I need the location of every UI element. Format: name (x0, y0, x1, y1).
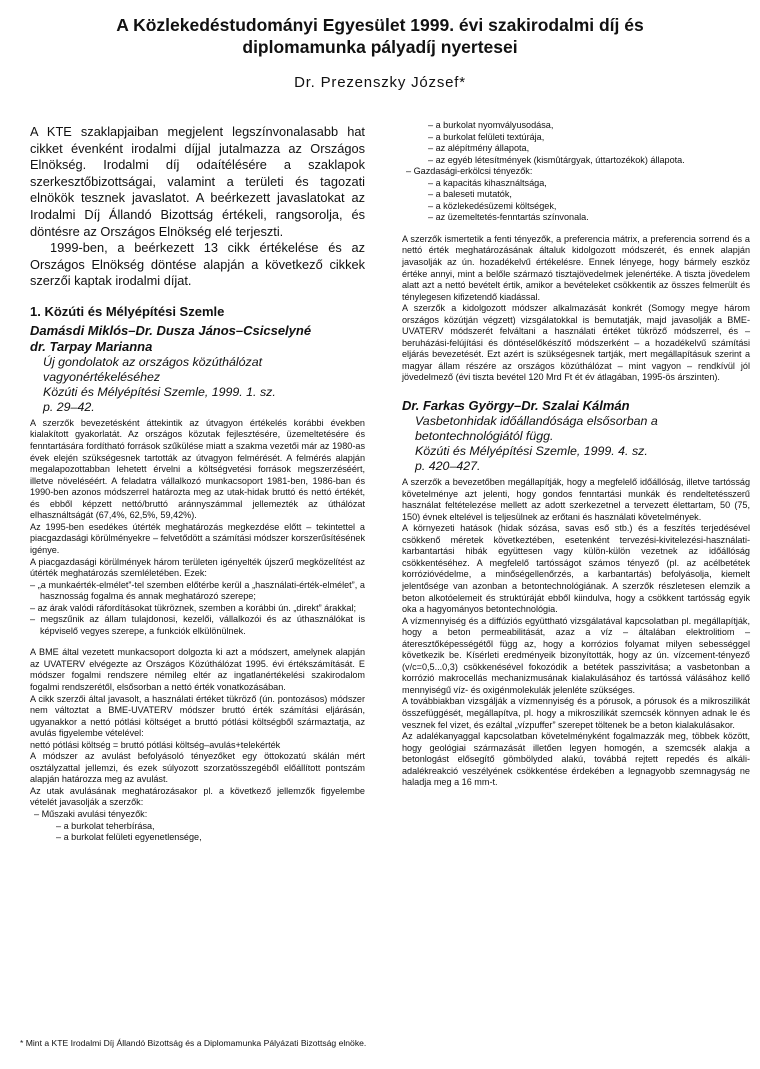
footnote: * Mint a KTE Irodalmi Díj Állandó Bizottság és a Diplomamunka Pályázati Bizottság elnöke. (20, 1038, 367, 1048)
list-item: – a közlekedésüzemi költségek, (428, 200, 557, 211)
body-paragraph: A piacgazdasági körülmények három területen igényelték újszerű megközelítést az útérték meghatározás szemléletében. Ezek: (30, 556, 365, 579)
body-paragraph: A módszer az avulást befolyásoló tényezőket egy öttokozatú skálán mért osztályzattal jellemzi, és ezek súlyozott szorzatösszegéből előállított pontszám alapján határozza meg az avulást. (30, 751, 365, 785)
body-paragraph: A cikk szerzői által javasolt, a használati értéket tükröző (ún. pontozásos) módszer nem változtat a BME-UVATERV módszer bruttó érték számítási eljárásán, ugyanakkor a nettó pótlási költséget a bruttó pótlási költségből származtatja, az avulás figyelembe vételével: (30, 693, 365, 739)
page-title (30, 14, 730, 58)
body-paragraph: A BME által vezetett munkacsoport dolgozta ki azt a módszert, amelynek alapján az UVATERV elvégezte az Országos Közúthálózat 1995. évi értékszámítását. E módszer fogalmi rendszere némileg eltér az ingatlanértékelési szakirodalom fogalmi rendszerétől, elsősorban a nettó érték vonatkozásában. (30, 647, 365, 692)
ref1-title-line-2: vagyonértékeléséhez (43, 369, 161, 384)
body-paragraph: A szerzők a bevezetőben megállapítják, hogy a megfelelő időállóság, illetve tartósság követelménye azt jelenti, hogy gondos fenntartási munkák és rendeltetésszerű használat feltételezése mellett az adott szerkezetnel a tervezett élettartam, 50 (75, 150) évnek eltelével is teljesülnek az erőtani és használati követelmények. (402, 477, 750, 522)
intro-paragraph-2: 1999-ben, a beérkezett 13 cikk értékelése és az Országos Elnökség döntése alapján a következő cikkek szerzői kaptak irodalmi díjat. (30, 240, 365, 289)
body-paragraph: Az adalékanyaggal kapcsolatban követelményként fogalmazzák meg, többek között, hogy geológiai származását illetően legyen homogén, a szemcsék alakja a betonlogást elősegítő gömbölyded alakú, továbbá rejtett repedés és alkáli-adalékreakció veszélyének csökkentése érdekében a legnagyobb szemnagyság ne haladja meg a 16 mm-t. (402, 731, 750, 788)
ref2-title-line-1: Vasbetonhidak időállandósága elsősorban a (415, 414, 658, 429)
ref1-title-line-1: Új gondolatok az országos közúthálózat (43, 354, 263, 369)
list-item: – az üzemeltetés-fenntartás színvonala. (428, 212, 589, 223)
reference-2 (402, 398, 750, 474)
title-line-2: diplomamunka pályadíj nyertesei (242, 37, 518, 57)
body-paragraph: A szerzők a kidolgozott módszer alkalmazását konkrét (Somogy megye három országos közútján végzett) vizsgálatokkal is bemutatják, majd javasolják a BME-UVATERV módszerét felváltani a használati értéket tükröző módszerrel, és – beruházási-felújítási és döntéselőkészítő módszerként – a hozadékelvű számítási eljárás bevezetését. Ezt azért is szükségesnek tartják, mert megállapításuk szerint a magyar állam részére az országos közúthálózat – mint vagyon – rendkívül jól jövedelmező (évi tiszta bevétel 120 Mrd Ft ét év átlagában, 1995-ös árszinten). (402, 303, 750, 383)
body-paragraph: A szerzők ismertetik a fenti tényezők, a preferencia mátrix, a preferencia sorrend és a nettó érték meghatározásának általuk kidolgozott módszerét, és ennek alapján javasolják az ún. hozadékelvű értékelésre. Ennek lényege, hogy bármely eszköz értéke annyi, mint a belőle származó tisztajövedelmek jelenértéke. A tiszta jövedelem alatt azt a nettó bevételt értik, amikor a bevételeket csökkentik az összes felmerült és ténylegesen kifizetendő kiadással. (402, 233, 750, 302)
ref1-source-line-1: Közúti és Mélyépítési Szemle, 1999. 1. sz. (43, 384, 276, 399)
list-item: – megszűnik az állam tulajdonosi, kezelői, vállalkozói és az úthasználókat is képviselő vegyes szerepe, a funkciók elkülönülnek. (30, 614, 365, 636)
body-paragraph: A továbbiakban vizsgálják a vízmennyiség és a pórusok, a pórusok és a mikroszilikát összefüggését, megállapítva, pl. hogy a mikroszilikát szemcsék könnyen adnak le és vesznek fel vizet, és ezáltal „vízpuffer” szerepet töltenek be a beton kialakulásakor. (402, 696, 750, 730)
body-paragraph: A vízmennyiség és a diffúziós együttható vizsgálatával kapcsolatban pl. megállapítják, hogy a beton permeabilitását, azaz a víz – általában elektrolitiom – áteresztőképességétől függ az, hogy a korrózios folyamat milyen sebességgel következik be. Kísérleti eredményeik bizonyították, hogy az ún. vízcement-tényező (v/c=0,5...0,3) csökkenésével fokozódik a betétek passzivitása; a vasbetonban a korrózió makrocellás mechanizmusának kialakulásához és tartóssá válásához kellő mennyiségű víz- és oxigénmolekulák jelenléte szükséges. (402, 615, 750, 695)
list-heading: – Gazdasági-erkölcsi tényezők: (406, 166, 533, 177)
list-item: – a burkolat teherbírása, (56, 820, 155, 831)
intro (30, 124, 365, 290)
ref2-body (402, 477, 750, 789)
list-item: – a burkolat nyomvályusodása, (428, 120, 554, 130)
ref2-source-line-2: p. 420–427. (415, 459, 481, 474)
ref1-authors-line-1: Damásdi Miklós–Dr. Dusza János–Csicselyné (30, 322, 312, 338)
author-line: Dr. Prezenszky József* (294, 74, 466, 91)
list-item: – a burkolat felületi textúrája, (428, 131, 545, 142)
body-paragraph: A környezeti hatások (hidak sózása, savas eső stb.) és a feszítés terjedésével csökkenő méretek következtében, esetenként tervezési-kivitelezési-használati-karbantartási hibák együttesen vagy külön-külön vezetnek az időállóság csökkentéséhez. A megfelelő tartósságot számos tényező (pl. az acélbetétek korrózióvédelme, a minőségellenőrzés, a karbantartás) befolyásolja, kiemelt jelentősége van azonban a betontechnológiának. A szerzők részletesen elemzik a beton alkotóelemeit és struktúráját ebből kiindulva, hogy a csökkent tartósság egyik oka a hagyományos betontechnológia. (402, 523, 750, 615)
formula-line: nettó pótlási költség = bruttó pótlási költség–avulás+telekérték (30, 739, 281, 750)
list-item: – a burkolat felületi egyenetlensége, (56, 832, 202, 843)
ref1-body (30, 418, 365, 844)
body-paragraph: Az 1995-ben esedékes útérték meghatározás megkezdése előtt – tekintettel a piacgazdasági körülményekre – felvetődött a számítási módszer korszerűsítésének igénye. (30, 521, 365, 555)
list-item: – az árak valódi ráfordításokat tükröznek, szemben a korábbi ún. „direkt” árakkal; (30, 602, 357, 613)
body-paragraph: A szerzők bevezetésként áttekintik az útvagyon értékelés korábbi években kialakított gyakorlatát. Az országos közutak fejlesztésére, üzemeltetésére és fenntartására fordítható források szűkülése miatt a szakma vezetői már az 1980-as évek elején szükségesnek tartották az útvagyon felmérését. A felmérés alapján megalapozottabban lehetett érvelni a költségvetési források megszerzéséért, illetve növeléséért. A feladatra vállalkozó munkacsoport 1981-ben, 1986-ban és 1990-ben azonos módszerrel határozta meg az utak-hidak bruttó és nettó értékét, és ebből képzett nettó/bruttó aránnyszámmal jellemezték az úthálózat elhasználtságát (67,4%, 62,5%, 59,42%). (30, 417, 365, 521)
title-line-1: A Közlekedéstudományi Egyesület 1999. évi szakirodalmi díj és (116, 15, 644, 35)
ref2-source-line-1: Közúti és Mélyépítési Szemle, 1999. 4. sz. (415, 444, 648, 459)
body-paragraph: Az utak avulásának meghatározásakor pl. a következő jellemzők figyelembe vételét javasolják a szerzők: (30, 785, 365, 808)
ref1-source-line-2: p. 29–42. (43, 399, 95, 414)
list-item: – a baleseti mutatók, (428, 189, 512, 200)
right-column (402, 120, 750, 789)
ref1-authors-line-2: dr. Tarpay Marianna (30, 338, 153, 354)
list-item: – az alépítmény állapota, (428, 143, 530, 154)
ref2-authors: Dr. Farkas György–Dr. Szalai Kálmán (402, 398, 630, 414)
ref2-title-line-2: betontechnológiától függ. (415, 429, 554, 444)
list-item: – az egyéb létesítmények (kismûtárgyak, úttartozékok) állapota. (428, 154, 685, 165)
intro-paragraph-1: A KTE szaklapjaiban megjelent legszínvonalasabb hat cikket évenként irodalmi díjjal jutalmazza az Országos Elnökség. Irodalmi díj odaítélésére a szaklapok szerkesztőbizottságai, valamint a területi és tagozati elnökök tesznek javaslatot. A beérkezett javaslatokat az Irodalmi Díj Állandó Bizottság értékeli, rangsorolja, és döntésre az Országos Elnökség elé terjeszti. (30, 124, 365, 239)
left-column (30, 124, 365, 844)
list-item: – „a munkaérték-elmélet”-tel szemben előtérbe kerül a „használati-érték-elmélet”, a hasznosság fogalma és annak meghatározó szerepe; (30, 579, 365, 602)
list-item: – a kapacitás kihasználtsága, (428, 177, 547, 188)
list-heading: – Műszaki avulási tényezők: (34, 808, 148, 819)
reference-1 (30, 323, 365, 415)
section-heading: 1. Közúti és Mélyépítési Szemle (30, 303, 225, 319)
